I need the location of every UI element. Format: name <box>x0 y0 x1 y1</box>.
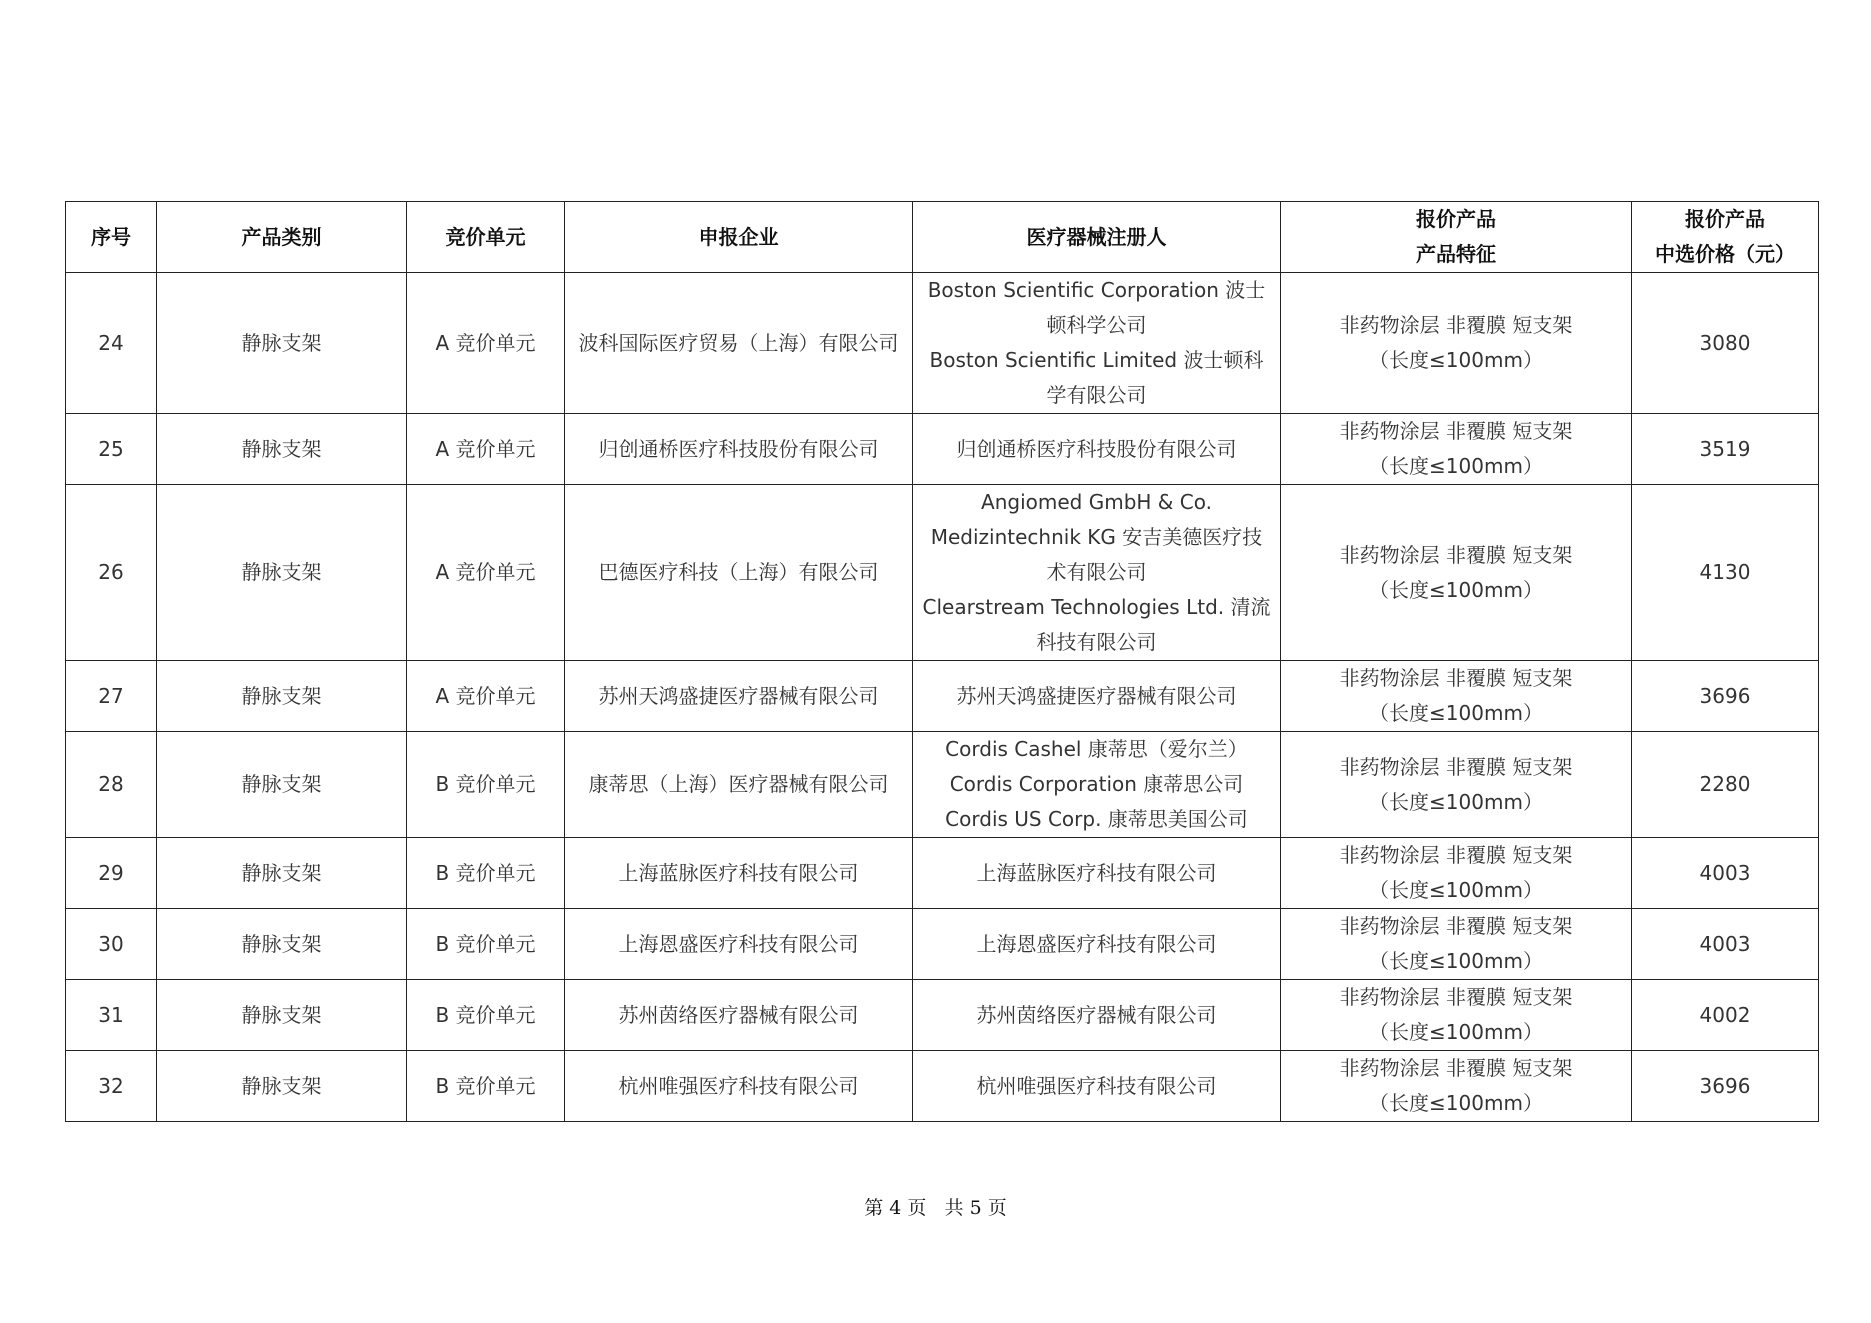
cell-price: 3519 <box>1632 414 1819 485</box>
cell-registrant <box>913 909 1281 980</box>
cell-registrant <box>913 273 1281 414</box>
cell-category: 静脉支架 <box>157 1051 407 1122</box>
cell-category: 静脉支架 <box>157 732 407 838</box>
cell-unit: B 竞价单元 <box>407 1051 565 1122</box>
feature-line: 非药物涂层 非覆膜 短支架 <box>1339 313 1573 337</box>
cell-unit: A 竞价单元 <box>407 414 565 485</box>
feature-line: （长度≤100mm） <box>1369 454 1543 478</box>
cell-company: 苏州茵络医疗器械有限公司 <box>565 980 913 1051</box>
feature-line: （长度≤100mm） <box>1369 1020 1543 1044</box>
cell-feature <box>1281 1051 1632 1122</box>
feature-line: （长度≤100mm） <box>1369 577 1543 602</box>
cell-price: 3696 <box>1632 661 1819 732</box>
cell-price: 4003 <box>1632 909 1819 980</box>
registrant-line: Boston Scientific Corporation 波士 <box>927 278 1266 302</box>
cell-feature <box>1281 273 1632 414</box>
cell-price: 3080 <box>1632 273 1819 414</box>
registrant-line: 学有限公司 <box>1046 383 1147 407</box>
feature-line: 非药物涂层 非覆膜 短支架 <box>1339 914 1573 938</box>
cell-category: 静脉支架 <box>157 909 407 980</box>
header-row <box>66 202 1819 273</box>
cell-index: 26 <box>66 485 157 661</box>
cell-feature <box>1281 909 1632 980</box>
cell-price: 4003 <box>1632 838 1819 909</box>
header-feature-line: 报价产品 <box>1416 207 1496 231</box>
feature-line: 非药物涂层 非覆膜 短支架 <box>1339 754 1573 779</box>
cell-index: 24 <box>66 273 157 414</box>
feature-line: （长度≤100mm） <box>1369 701 1543 725</box>
cell-unit: B 竞价单元 <box>407 909 565 980</box>
cell-feature <box>1281 485 1632 661</box>
cell-index: 30 <box>66 909 157 980</box>
data-table <box>65 201 1819 1122</box>
table-row <box>66 980 1819 1051</box>
cell-category: 静脉支架 <box>157 414 407 485</box>
cell-category: 静脉支架 <box>157 661 407 732</box>
registrant-line: 术有限公司 <box>1046 560 1147 584</box>
cell-feature <box>1281 838 1632 909</box>
registrant-line: 顿科学公司 <box>1046 313 1147 337</box>
cell-index: 31 <box>66 980 157 1051</box>
table-row <box>66 273 1819 414</box>
cell-index: 32 <box>66 1051 157 1122</box>
cell-feature <box>1281 980 1632 1051</box>
cell-registrant <box>913 1051 1281 1122</box>
cell-unit: B 竞价单元 <box>407 980 565 1051</box>
feature-line: 非药物涂层 非覆膜 短支架 <box>1339 985 1573 1009</box>
cell-index: 25 <box>66 414 157 485</box>
feature-line: 非药物涂层 非覆膜 短支架 <box>1339 419 1573 443</box>
header-feature <box>1281 202 1632 273</box>
feature-line: （长度≤100mm） <box>1369 348 1543 372</box>
registrant-line: 上海蓝脉医疗科技有限公司 <box>976 860 1217 885</box>
registrant-line: 苏州天鸿盛捷医疗器械有限公司 <box>956 683 1237 708</box>
table-row <box>66 485 1819 661</box>
header-registrant: 医疗器械注册人 <box>913 202 1281 273</box>
cell-category: 静脉支架 <box>157 838 407 909</box>
cell-company: 杭州唯强医疗科技有限公司 <box>565 1051 913 1122</box>
cell-unit: A 竞价单元 <box>407 273 565 414</box>
header-company: 申报企业 <box>565 202 913 273</box>
registrant-line: 归创通桥医疗科技股份有限公司 <box>956 436 1237 461</box>
header-category: 产品类别 <box>157 202 407 273</box>
feature-line: 非药物涂层 非覆膜 短支架 <box>1339 666 1573 690</box>
cell-registrant <box>913 661 1281 732</box>
cell-unit: A 竞价单元 <box>407 661 565 732</box>
registrant-line: Cordis US Corp. 康蒂思美国公司 <box>945 807 1248 831</box>
table-row <box>66 909 1819 980</box>
cell-company: 巴德医疗科技（上海）有限公司 <box>565 485 913 661</box>
registrant-line: 科技有限公司 <box>1036 630 1157 654</box>
cell-category: 静脉支架 <box>157 980 407 1051</box>
table-row <box>66 414 1819 485</box>
cell-category: 静脉支架 <box>157 485 407 661</box>
cell-unit: B 竞价单元 <box>407 838 565 909</box>
cell-company: 康蒂思（上海）医疗器械有限公司 <box>565 732 913 838</box>
cell-company: 归创通桥医疗科技股份有限公司 <box>565 414 913 485</box>
cell-unit: B 竞价单元 <box>407 732 565 838</box>
cell-registrant <box>913 414 1281 485</box>
cell-category: 静脉支架 <box>157 273 407 414</box>
cell-company: 上海蓝脉医疗科技有限公司 <box>565 838 913 909</box>
table-row <box>66 661 1819 732</box>
header-unit: 竞价单元 <box>407 202 565 273</box>
feature-line: 非药物涂层 非覆膜 短支架 <box>1339 843 1573 867</box>
cell-company: 波科国际医疗贸易（上海）有限公司 <box>565 273 913 414</box>
header-price <box>1632 202 1819 273</box>
page-footer: 第 4 页 共 5 页 <box>864 1197 1007 1219</box>
registrant-line: 苏州茵络医疗器械有限公司 <box>976 1002 1217 1027</box>
cell-price: 4130 <box>1632 485 1819 661</box>
registrant-line: Angiomed GmbH & Co. <box>981 490 1212 514</box>
cell-feature <box>1281 414 1632 485</box>
header-price-line: 中选价格（元） <box>1655 242 1795 266</box>
cell-index: 28 <box>66 732 157 838</box>
cell-registrant <box>913 732 1281 838</box>
cell-index: 29 <box>66 838 157 909</box>
cell-company: 上海恩盛医疗科技有限公司 <box>565 909 913 980</box>
registrant-line: Cordis Corporation 康蒂思公司 <box>949 772 1244 796</box>
registrant-line: 杭州唯强医疗科技有限公司 <box>976 1073 1217 1098</box>
table-body <box>66 273 1819 1122</box>
table-row <box>66 838 1819 909</box>
cell-feature <box>1281 732 1632 838</box>
cell-price: 3696 <box>1632 1051 1819 1122</box>
header-index: 序号 <box>66 202 157 273</box>
header-price-line: 报价产品 <box>1685 207 1765 231</box>
feature-line: 非药物涂层 非覆膜 短支架 <box>1339 542 1573 567</box>
registrant-line: 上海恩盛医疗科技有限公司 <box>976 931 1217 956</box>
registrant-line: Boston Scientific Limited 波士顿科 <box>929 348 1264 372</box>
table-row <box>66 1051 1819 1122</box>
feature-line: 非药物涂层 非覆膜 短支架 <box>1339 1056 1573 1080</box>
cell-index: 27 <box>66 661 157 732</box>
cell-price: 4002 <box>1632 980 1819 1051</box>
feature-line: （长度≤100mm） <box>1369 789 1543 814</box>
feature-line: （长度≤100mm） <box>1369 878 1543 902</box>
cell-company: 苏州天鸿盛捷医疗器械有限公司 <box>565 661 913 732</box>
registrant-line: Clearstream Technologies Ltd. 清流 <box>922 595 1271 619</box>
feature-line: （长度≤100mm） <box>1369 949 1543 973</box>
cell-registrant <box>913 980 1281 1051</box>
cell-registrant <box>913 838 1281 909</box>
header-feature-line: 产品特征 <box>1416 242 1496 266</box>
cell-unit: A 竞价单元 <box>407 485 565 661</box>
table-row <box>66 732 1819 838</box>
cell-feature <box>1281 661 1632 732</box>
cell-registrant <box>913 485 1281 661</box>
feature-line: （长度≤100mm） <box>1369 1091 1543 1115</box>
registrant-line: Medizintechnik KG 安吉美德医疗技 <box>930 525 1263 549</box>
registrant-line: Cordis Cashel 康蒂思（爱尔兰） <box>945 737 1248 761</box>
cell-price: 2280 <box>1632 732 1819 838</box>
